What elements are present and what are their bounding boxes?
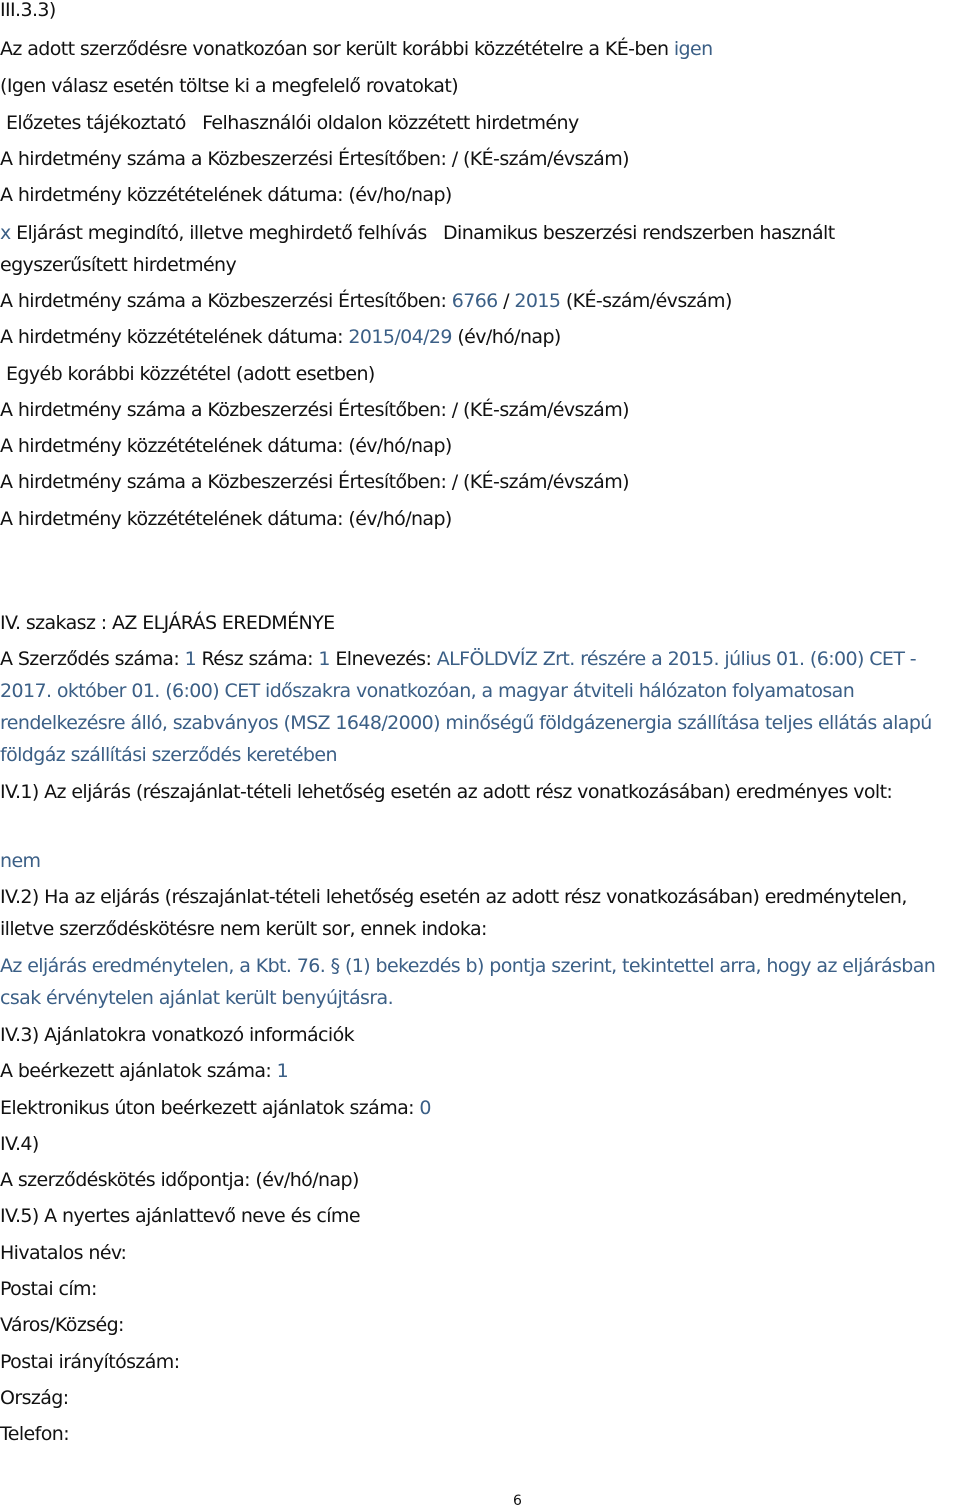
part-number-label: Rész száma: (201, 648, 313, 670)
publication-date-label: A hirdetmény közzétételének dátuma: (0, 435, 343, 457)
iv4-heading: IV.4) (0, 1133, 39, 1155)
e-offers-count-label: Elektronikus úton beérkezett ajánlatok száma: (0, 1097, 414, 1119)
postal-address-label: Postai cím: (0, 1278, 97, 1300)
separator: / (451, 471, 458, 493)
fill-hint: (Igen válasz esetén töltse ki a megfelelő rovatokat) (0, 75, 459, 97)
iv2-answer: Az eljárás eredménytelen, a Kbt. 76. § (1) bekezdés b) pontja szerint, tekintettel arra, hogy az eljárásban csak érvénytelen ajánlat került benyújtásra. (0, 955, 936, 1009)
phone-label: Telefon: (0, 1423, 69, 1445)
option-row (6, 110, 579, 136)
option-prelim: Előzetes tájékoztató (6, 112, 186, 134)
country-label: Ország: (0, 1387, 69, 1409)
option-dps-continued: egyszerűsített hirdetmény (0, 254, 237, 276)
separator: / (503, 290, 509, 312)
publication-date-label: A hirdetmény közzétételének dátuma: (0, 184, 343, 206)
iv2-question: IV.2) Ha az eljárás (részajánlat-tételi lehetőség esetén az adott rész vonatkozásában) eredménytelen, illetve szerződéskötésre nem került sor, ennek indoka: (0, 886, 907, 940)
official-name-label: Hivatalos név: (0, 1242, 127, 1264)
notice-year-value: 2015 (514, 290, 561, 312)
contract-date-line: A szerződéskötés időpontja: (év/hó/nap) (0, 1169, 359, 1191)
part-number-value: 1 (318, 648, 330, 670)
section-heading: IV. szakasz : AZ ELJÁRÁS EREDMÉNYE (0, 612, 335, 634)
publication-date-line (0, 433, 452, 459)
question-text: Az adott szerződésre vonatkozóan sor került korábbi közzétételre a KÉ-ben (0, 38, 669, 60)
offers-count-value: 1 (276, 1060, 289, 1082)
notice-number-label: A hirdetmény száma a Közbeszerzési Értesítőben: (0, 290, 447, 312)
publication-date-line (0, 506, 452, 532)
notice-number-line (0, 288, 732, 314)
notice-number-label: A hirdetmény száma a Közbeszerzési Értesítőben: (0, 471, 447, 493)
notice-number-value: 6766 (451, 290, 498, 312)
section-heading: III.3.3) (0, 0, 56, 21)
publication-date-line (0, 324, 561, 350)
checked-mark: x (0, 222, 11, 244)
notice-number-label: A hirdetmény száma a Közbeszerzési Értesítőben: (0, 399, 447, 421)
name-value: ALFÖLDVÍZ Zrt. részére a 2015. július 01. (6:00) CET - 2017. október 01. (6:00) CET időszakra vonatkozóan, a magyar átviteli hálózaton folyamatosan rendelkezésre álló, szabványos (MSZ 1648/2000) minőségű földgázenergia szállítása teljes ellátás alapú földgáz szállítási szerződés keretében (0, 648, 932, 766)
notice-number-line (0, 469, 629, 495)
offers-count-label: A beérkezett ajánlatok száma: (0, 1060, 272, 1082)
page-number: 6 (513, 1493, 522, 1509)
offers-count-line (0, 1058, 288, 1084)
postal-code-label: Postai irányítószám: (0, 1351, 180, 1373)
notice-number-label: A hirdetmény száma a Közbeszerzési Értesítőben: (0, 148, 447, 170)
publication-date-line (0, 182, 452, 208)
option-row (0, 220, 835, 246)
iv5-heading: IV.5) A nyertes ajánlattevő neve és címe (0, 1205, 360, 1227)
format-hint: (KÉ-szám/évszám) (462, 148, 629, 170)
format-hint: (év/hó/nap) (457, 326, 561, 348)
other-prior-publication: Egyéb korábbi közzététel (adott esetben) (6, 363, 375, 385)
e-offers-count-line (0, 1095, 431, 1121)
e-offers-count-value: 0 (419, 1097, 431, 1119)
iv3-heading: IV.3) Ajánlatokra vonatkozó információk (0, 1024, 354, 1046)
format-hint: (KÉ-szám/évszám) (462, 399, 629, 421)
option-dps: Dinamikus beszerzési rendszerben használt (443, 222, 835, 244)
notice-number-line (0, 146, 629, 172)
iv1-answer: nem (0, 850, 41, 872)
format-hint: (év/hó/nap) (348, 508, 452, 530)
answer-value: igen (673, 38, 713, 60)
contract-details (0, 643, 955, 771)
format-hint: (év/ho/nap) (348, 184, 452, 206)
publication-date-label: A hirdetmény közzétételének dátuma: (0, 326, 343, 348)
option-buyer-profile: Felhasználói oldalon közzétett hirdetmény (202, 112, 579, 134)
iv1-question: IV.1) Az eljárás (részajánlat-tételi lehetőség esetén az adott rész vonatkozásában) eredményes volt: (0, 781, 893, 803)
prior-publication-question (0, 36, 713, 62)
format-hint: (KÉ-szám/évszám) (462, 471, 629, 493)
separator: / (451, 148, 458, 170)
city-label: Város/Község: (0, 1314, 124, 1336)
contract-number-label: A Szerződés száma: (0, 648, 180, 670)
notice-number-line (0, 397, 629, 423)
format-hint: (KÉ-szám/évszám) (565, 290, 732, 312)
publication-date-label: A hirdetmény közzétételének dátuma: (0, 508, 343, 530)
publication-date-value: 2015/04/29 (348, 326, 452, 348)
name-label: Elnevezés: (335, 648, 432, 670)
option-call: Eljárást megindító, illetve meghirdető felhívás (16, 222, 427, 244)
format-hint: (év/hó/nap) (348, 435, 452, 457)
separator: / (451, 399, 458, 421)
contract-number-value: 1 (184, 648, 197, 670)
